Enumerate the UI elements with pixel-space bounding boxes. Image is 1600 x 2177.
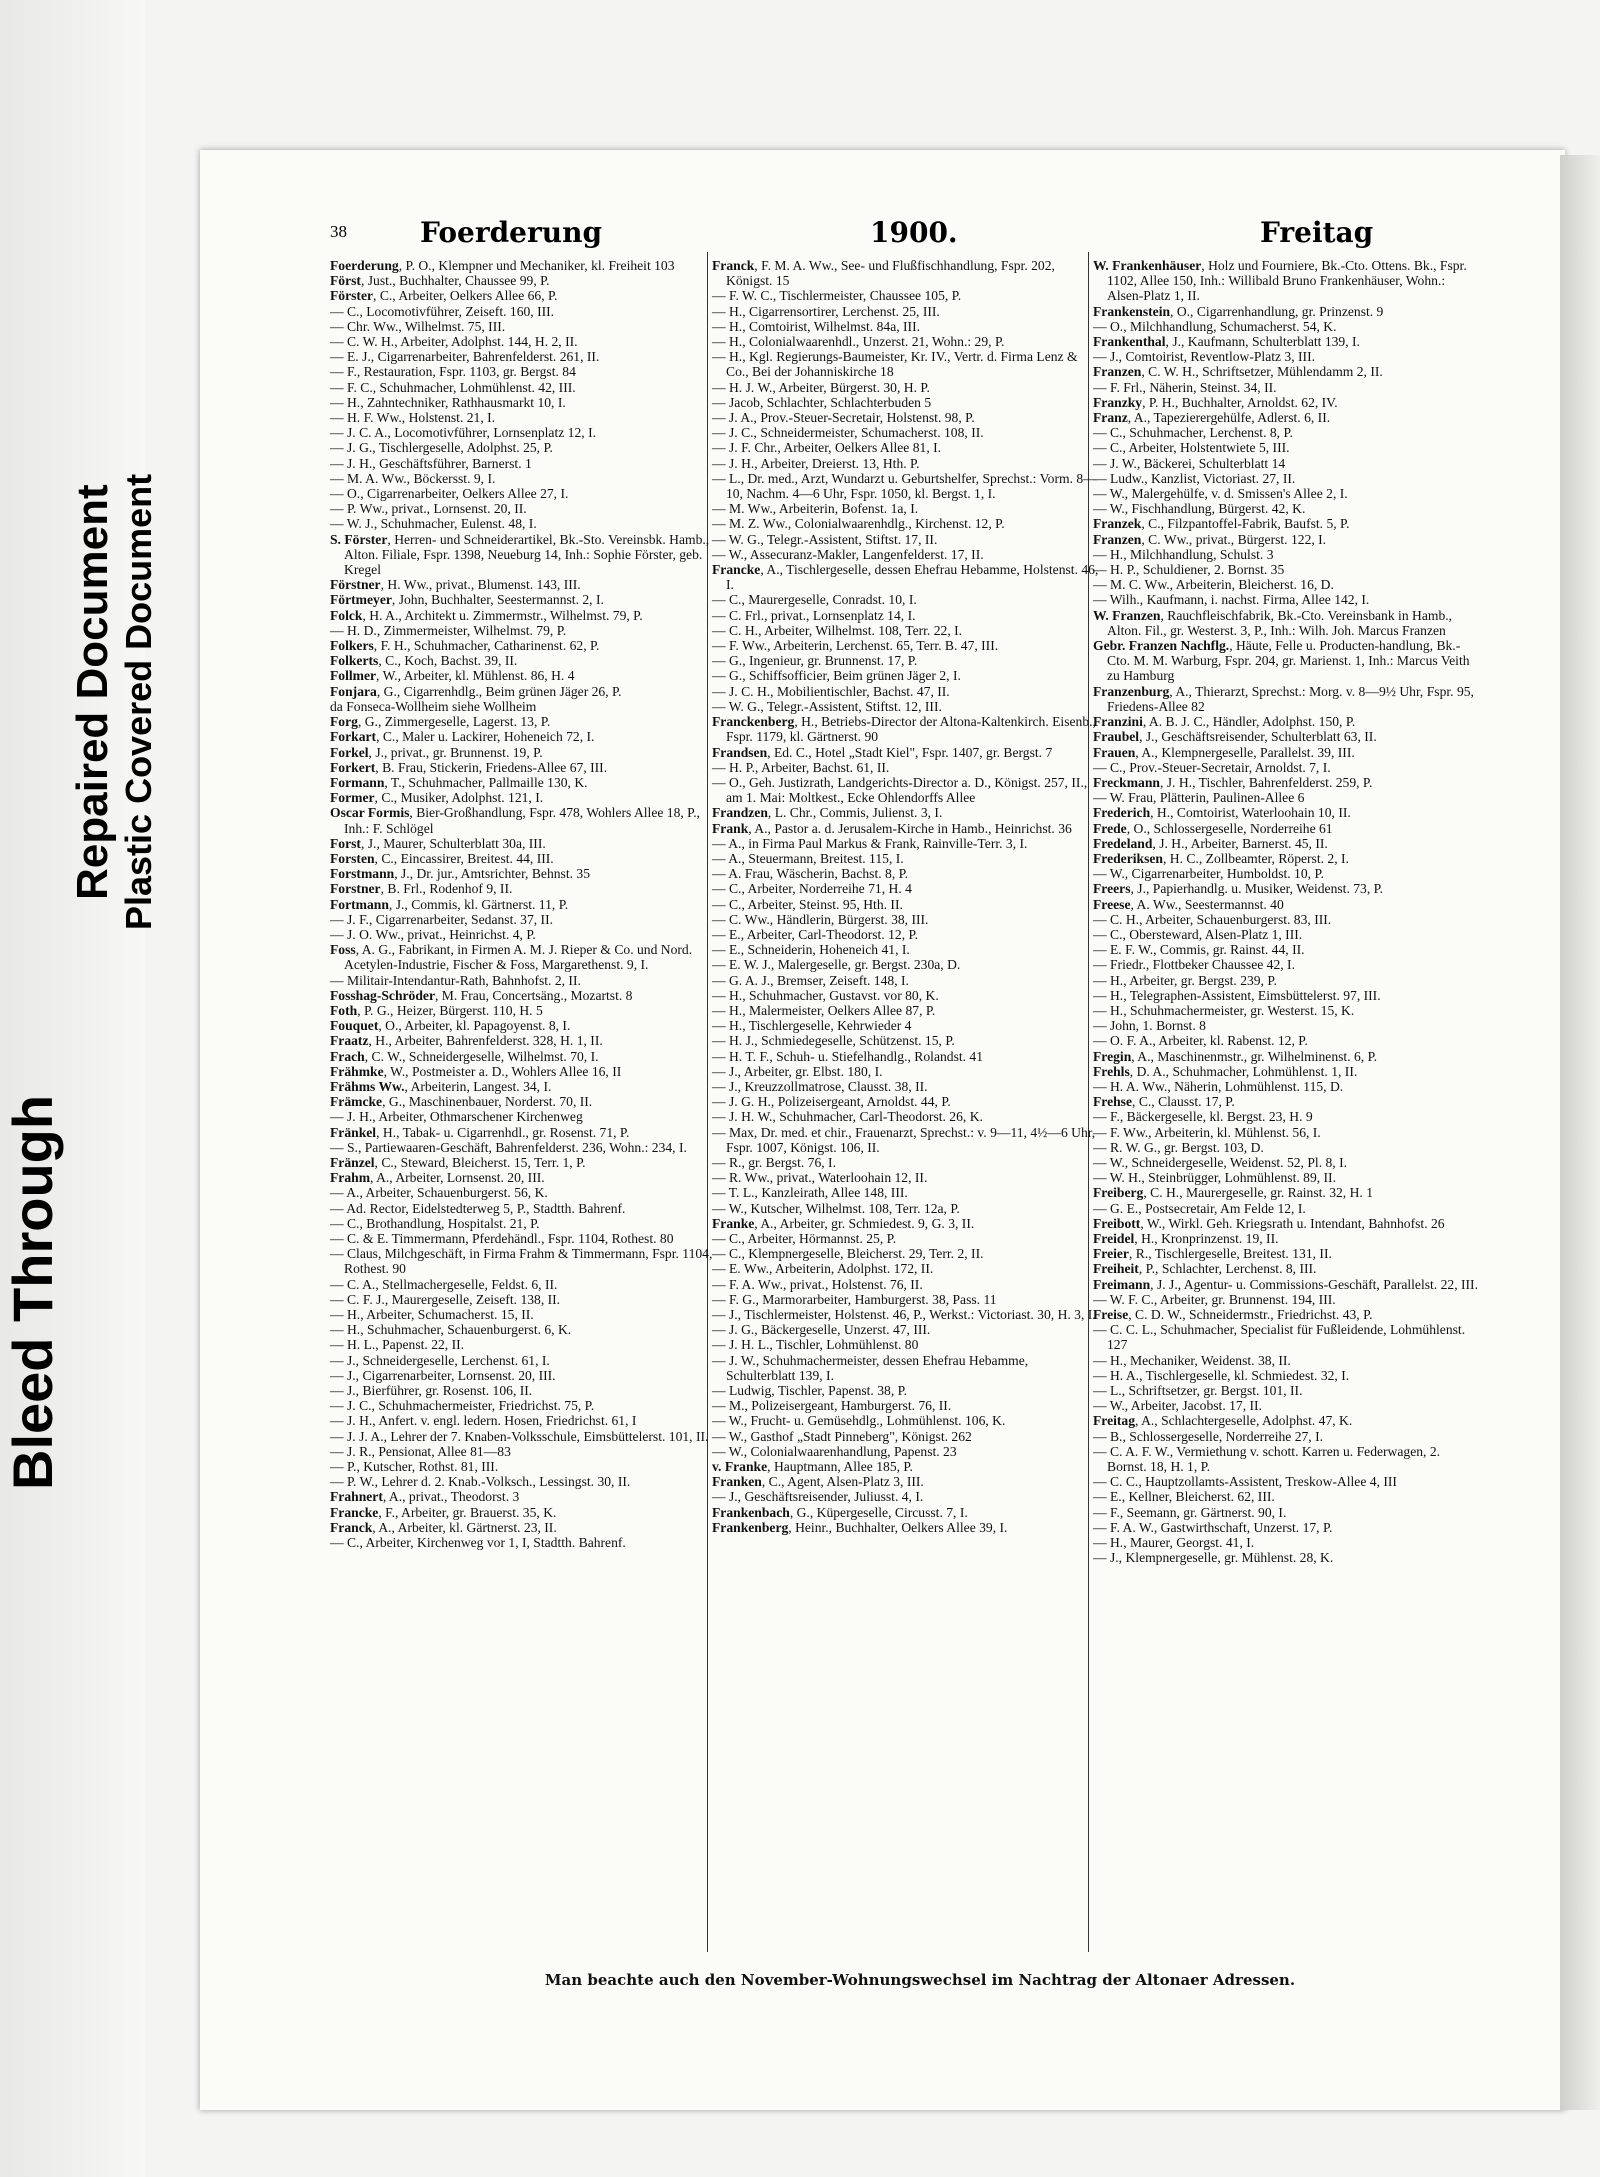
directory-entry: Forst, J., Maurer, Schulterblatt 30a, III. — [330, 835, 546, 851]
directory-entry: Frankenberg, Heinr., Buchhalter, Oelkers Allee 39, I. — [712, 1519, 1008, 1535]
footer-note: Man beachte auch den November-Wohnungswechsel im Nachtrag der Altonaer Adressen. — [544, 1971, 1296, 1989]
directory-entry: Frede, O., Schlossergeselle, Norderreihe 61 — [1093, 820, 1333, 836]
directory-entry: — C. A., Stellmachergeselle, Feldst. 6, II. — [330, 1276, 558, 1292]
label-bleed-through: Bleed Through — [1, 1094, 64, 1490]
directory-entry: Freckmann, J. H., Tischler, Bahrenfelderst. 259, P. — [1093, 774, 1373, 790]
page-header — [330, 216, 1374, 252]
directory-entry: — F., Restauration, Fspr. 1103, gr. Bergst. 84 — [330, 364, 576, 380]
directory-entry: — J. H. W., Schuhmacher, Carl-Theodorst. 26, K. — [712, 1109, 983, 1125]
directory-entry: Folkers, F. H., Schuhmacher, Catharinenst. 62, P. — [330, 638, 600, 654]
directory-entry: — W. G., Telegr.-Assistent, Stiftst. 12, III. — [712, 698, 942, 714]
directory-entry: — J., Geschäftsreisender, Juliusst. 4, I. — [712, 1489, 924, 1505]
directory-entry: — O., Milchhandlung, Schumacherst. 54, K. — [1093, 318, 1337, 334]
directory-entry: — H., Malermeister, Oelkers Allee 87, P. — [712, 1002, 936, 1018]
directory-entry: — C., Locomotivführer, Zeiseft. 160, III. — [330, 303, 555, 319]
directory-entry: Franzenburg, A., Thierarzt, Sprechst.: Morg. v. 8—9½ Uhr, Fspr. 95, Friedens-Allee 82 — [1093, 683, 1474, 714]
directory-entry: — H., Zahntechniker, Rathhausmarkt 10, I. — [330, 394, 566, 410]
directory-entry: Frankenbach, G., Küpergeselle, Circusst. 7, I. — [712, 1504, 968, 1520]
directory-entry: — W., Cigarrenarbeiter, Humboldst. 10, P. — [1093, 866, 1324, 882]
directory-entry: — R. Ww., privat., Waterloohain 12, II. — [712, 1170, 928, 1186]
directory-entry: W. Franzen, Rauchfleischfabrik, Bk.-Cto. Vereinsbank in Hamb., Alton. Fil., gr. Westerst. 3, P., Inh.: Wilh. Joh. Marcus Franzen — [1093, 607, 1453, 638]
directory-entry: Fraubel, J., Geschäftsreisender, Schulterblatt 63, II. — [1093, 729, 1377, 745]
directory-entry: — M. C. Ww., Arbeiterin, Bleicherst. 16, D. — [1093, 577, 1334, 593]
directory-entry: — P. Ww., privat., Lornsenst. 20, II. — [330, 501, 527, 517]
directory-entry: Freiheit, P., Schlachter, Lerchenst. 8, III. — [1093, 1261, 1317, 1277]
directory-entry: — J. H. L., Tischler, Lohmühlenst. 80 — [712, 1337, 919, 1353]
directory-entry: — G., Schiffsofficier, Beim grünen Jäger 2, I. — [712, 668, 961, 684]
directory-entry: — A., Steuermann, Breitest. 115, I. — [712, 850, 904, 866]
directory-entry: — Ludwig, Tischler, Papenst. 38, P. — [712, 1383, 908, 1399]
directory-entry: — W., Malergehülfe, v. d. Smissen's Allee 2, I. — [1093, 486, 1348, 502]
directory-entry: — G. A. J., Bremser, Zeiseft. 148, I. — [712, 972, 909, 988]
directory-entry: — C., Schuhmacher, Lerchenst. 8, P. — [1093, 425, 1293, 441]
directory-entry: — G., Ingenieur, gr. Brunnenst. 17, P. — [712, 653, 918, 669]
directory-entry: — C., Obersteward, Alsen-Platz 1, III. — [1093, 926, 1303, 942]
directory-entry: — C., Arbeiter, Steinst. 95, Hth. II. — [712, 896, 903, 912]
directory-entry: — H. A., Tischlergeselle, kl. Schmiedest. 32, I. — [1093, 1367, 1350, 1383]
directory-entry: — H., Maurer, Georgst. 41, I. — [1093, 1535, 1255, 1551]
directory-entry: Fredeland, J. H., Arbeiter, Barnerst. 45, II. — [1093, 835, 1328, 851]
directory-entry: — A. Frau, Wäscherin, Bachst. 8, P. — [712, 866, 909, 882]
directory-entry: — F. C., Schuhmacher, Lohmühlenst. 42, III. — [330, 379, 576, 395]
directory-entry: Freier, R., Tischlergeselle, Breitest. 131, II. — [1093, 1246, 1332, 1262]
directory-entry: — Ludw., Kanzlist, Victoriast. 27, II. — [1093, 470, 1296, 486]
directory-entry: — H., Schuhmacher, Schauenburgerst. 6, K. — [330, 1322, 572, 1338]
directory-entry: Fregin, A., Maschinenmstr., gr. Wilhelminenst. 6, P. — [1093, 1048, 1378, 1064]
directory-entry: — C. F. J., Maurergeselle, Zeiseft. 138, II. — [330, 1291, 561, 1307]
directory-entry: — J., Bierführer, gr. Rosenst. 106, II. — [330, 1383, 533, 1399]
directory-entry: Freese, A. Ww., Seestermannst. 40 — [1093, 896, 1284, 912]
directory-entry: — Friedr., Flottbeker Chaussee 42, I. — [1093, 957, 1295, 973]
directory-entry: — H. P., Schuldiener, 2. Bornst. 35 — [1093, 562, 1285, 578]
directory-entry: — J., Comtoirist, Reventlow-Platz 3, III. — [1093, 349, 1316, 365]
directory-entry: — C., Prov.-Steuer-Secretair, Arnoldst. 7, I. — [1093, 759, 1331, 775]
directory-entry: — C. A. F. W., Vermiethung v. schott. Karren u. Federwagen, 2. Bornst. 18, H. 1, P. — [1093, 1443, 1441, 1475]
directory-entry: — C. H., Arbeiter, Wilhelmst. 108, Terr. 22, I. — [712, 622, 963, 638]
directory-entry: Gebr. Franzen Nachflg., Häute, Felle u. Producten-handlung, Bk.-Cto. M. M. Warburg, Fspr. 204, gr. Marienst. 1, Inh.: Marcus Veith zu Hamburg — [1093, 638, 1470, 684]
directory-entry: — J. W., Schuhmachermeister, dessen Ehefrau Hebamme, Schulterblatt 139, I. — [712, 1352, 1029, 1383]
directory-entry: Former, C., Musiker, Adolphst. 121, I. — [330, 790, 544, 806]
directory-entry: — H., Tischlergeselle, Kehrwieder 4 — [712, 1018, 912, 1034]
directory-entry: — H. J. W., Arbeiter, Bürgerst. 30, H. P. — [712, 379, 930, 395]
label-plastic-covered-document: Plastic Covered Document — [118, 473, 159, 930]
directory-entry: — H., Schuhmacher, Gustavst. vor 80, K. — [712, 987, 939, 1003]
directory-entry: — H., Telegraphen-Assistent, Eimsbüttelerst. 97, III. — [1093, 987, 1381, 1003]
directory-entry: — J. G. H., Polizeisergeant, Arnoldst. 44, P. — [712, 1094, 951, 1110]
directory-entry: — O. F. A., Arbeiter, kl. Rabenst. 12, P. — [1093, 1033, 1308, 1049]
directory-entry: — T. L., Kanzleirath, Allee 148, III. — [712, 1185, 908, 1201]
directory-entry: Fortmann, J., Commis, kl. Gärtnerst. 11, P. — [330, 896, 569, 912]
directory-entry: — L., Dr. med., Arzt, Wundarzt u. Geburtshelfer, Sprechst.: Vorm. 8—10, Nachm. 4—6 Uhr, Fspr. 1050, kl. Bergst. 1, I. — [712, 470, 1097, 502]
page-year: 1900. — [870, 216, 958, 249]
directory-entry: — W., Frucht- u. Gemüsehdlg., Lohmühlenst. 106, K. — [712, 1413, 1006, 1429]
directory-entry: Forsten, C., Eincassirer, Breitest. 44, III. — [330, 850, 554, 866]
directory-entry: — H., Arbeiter, Schumacherst. 15, II. — [330, 1307, 534, 1323]
directory-entry: Frähmke, W., Postmeister a. D., Wohlers Allee 16, II — [330, 1063, 622, 1079]
directory-entry: — C. Ww., Händlerin, Bürgerst. 38, III. — [712, 911, 929, 927]
page-edge — [1560, 155, 1600, 2110]
directory-entry: Franzen, C. Ww., privat., Bürgerst. 122, I. — [1093, 531, 1327, 547]
directory-entry: — E. W. J., Malergeselle, gr. Bergst. 230a, D. — [712, 957, 961, 973]
directory-entry: Franzky, P. H., Buchhalter, Arnoldst. 62, IV. — [1093, 394, 1338, 410]
directory-entry: — E. Ww., Arbeiterin, Adolphst. 172, II. — [712, 1261, 934, 1277]
directory-entry: — J. H., Anfert. v. engl. ledern. Hosen, Friedrichst. 61, I — [330, 1413, 637, 1429]
directory-entry: Freiberg, C. H., Maurergeselle, gr. Rainst. 32, H. 1 — [1093, 1185, 1374, 1201]
directory-entry: — H., Kgl. Regierungs-Baumeister, Kr. IV., Vertr. d. Firma Lenz & Co., Bei der Johanniskirche 18 — [712, 349, 1078, 380]
label-repaired-document: Repaired Document — [68, 484, 117, 900]
directory-entry: — W. Frau, Plätterin, Paulinen-Allee 6 — [1093, 790, 1305, 806]
directory-entry: — E. F. W., Commis, gr. Rainst. 44, II. — [1093, 942, 1305, 958]
directory-entry: — Ad. Rector, Eidelstedterweg 5, P., Stadtth. Bahrenf. — [330, 1200, 626, 1216]
directory-entry: — H. F. Ww., Holstenst. 21, I. — [330, 410, 496, 426]
directory-entry: — Wilh., Kaufmann, i. nachst. Firma, Allee 142, I. — [1093, 592, 1370, 608]
directory-entry: da Fonseca-Wollheim siehe Wollheim — [330, 698, 537, 714]
directory-entry: Oscar Formis, Bier-Großhandlung, Fspr. 478, Wohlers Allee 18, P., Inh.: F. Schlögel — [330, 805, 701, 836]
directory-entry: — H. D., Zimmermeister, Wilhelmst. 79, P. — [330, 622, 567, 638]
directory-entry: Freimann, J. J., Agentur- u. Commissions-Geschäft, Parallelst. 22, III. — [1093, 1276, 1478, 1292]
directory-entry: Freise, C. D. W., Schneidermstr., Friedrichst. 43, P. — [1093, 1307, 1373, 1323]
directory-entry: Först, Just., Buchhalter, Chaussee 99, P. — [330, 273, 550, 289]
directory-entry: — H. P., Arbeiter, Bachst. 61, II. — [712, 759, 890, 775]
directory-entry: — J. F. Chr., Arbeiter, Oelkers Allee 81, I. — [712, 440, 942, 456]
directory-entry: — E., Kellner, Bleicherst. 62, III. — [1093, 1489, 1275, 1505]
directory-entry: — H., Comtoirist, Wilhelmst. 84a, III. — [712, 318, 921, 334]
directory-entry: — H. L., Papenst. 22, II. — [330, 1337, 465, 1353]
directory-entry: Frederiksen, H. C., Zollbeamter, Röperst. 2, I. — [1093, 850, 1349, 866]
directory-entry: Franken, C., Agent, Alsen-Platz 3, III. — [712, 1474, 924, 1490]
directory-entry: Forkel, J., privat., gr. Brunnenst. 19, P. — [330, 744, 543, 760]
directory-entry: Fosshag-Schröder, M. Frau, Concertsäng., Mozartst. 8 — [330, 987, 633, 1003]
directory-entry: — H., Mechaniker, Weidenst. 38, II. — [1093, 1352, 1291, 1368]
directory-entry: Fränzel, C., Steward, Bleicherst. 15, Terr. 1, P. — [330, 1154, 586, 1170]
directory-entry: — G. E., Postsecretair, Am Felde 12, I. — [1093, 1200, 1306, 1216]
directory-entry: — H., Milchhandlung, Schulst. 3 — [1093, 546, 1274, 562]
directory-entry: Franzen, C. W. H., Schriftsetzer, Mühlendamm 2, II. — [1093, 364, 1383, 380]
directory-entry: — M. A. Ww., Böckersst. 9, I. — [330, 470, 496, 486]
directory-entry: Fouquet, O., Arbeiter, kl. Papagoyenst. 8, I. — [330, 1018, 571, 1034]
directory-entry: Foss, A. G., Fabrikant, in Firmen A. M. J. Rieper & Co. und Nord. Acetylen-Industrie, Fischer & Foss, Margarethenst. 9, I. — [330, 942, 693, 973]
directory-entry: — J. C. A., Locomotivführer, Lornsenplatz 12, I. — [330, 425, 596, 441]
directory-entry: — W., Colonialwaarenhandlung, Papenst. 23 — [712, 1443, 957, 1459]
directory-entry: Franz, A., Tapezierergehülfe, Adlerst. 6, II. — [1093, 410, 1331, 426]
directory-entry: — F. Ww., Arbeiterin, Lerchenst. 65, Terr. B. 47, III. — [712, 638, 999, 654]
directory-entry: Fränkel, H., Tabak- u. Cigarrenhdl., gr. Rosenst. 71, P. — [330, 1124, 630, 1140]
directory-entry: Franke, A., Arbeiter, gr. Schmiedest. 9, G. 3, II. — [712, 1215, 975, 1231]
directory-entry: — J., Cigarrenarbeiter, Lornsenst. 20, III. — [330, 1367, 556, 1383]
directory-entry: — C. H., Arbeiter, Schauenburgerst. 83, III. — [1093, 911, 1332, 927]
directory-entry: Franck, F. M. A. Ww., See- und Flußfischhandlung, Fspr. 202, Königst. 15 — [712, 258, 1055, 289]
directory-entry: Fraatz, H., Arbeiter, Bahrenfelderst. 328, H. 1, II. — [330, 1033, 603, 1049]
directory-entry: — C. W. H., Arbeiter, Adolphst. 144, H. 2, II. — [330, 334, 578, 350]
directory-entry: Franzek, C., Filzpantoffel-Fabrik, Baufst. 5, P. — [1093, 516, 1350, 532]
directory-entry: Frahm, A., Arbeiter, Lornsenst. 20, III. — [330, 1170, 545, 1186]
directory-entry: — A., in Firma Paul Markus & Frank, Rainville-Terr. 3, I. — [712, 835, 1028, 851]
directory-entry: — H. J., Schmiedegeselle, Schützenst. 15, P. — [712, 1033, 955, 1049]
directory-entry: — J. H., Arbeiter, Othmarschener Kirchenweg — [330, 1109, 583, 1125]
directory-entry: — E., Arbeiter, Carl-Theodorst. 12, P. — [712, 926, 918, 942]
directory-entry: — F. A. Ww., privat., Holstenst. 76, II. — [712, 1276, 923, 1292]
directory-entry: — J., Arbeiter, gr. Elbst. 180, I. — [712, 1063, 883, 1079]
directory-entry: — J. C., Schuhmachermeister, Friedrichst. 75, P. — [330, 1398, 595, 1414]
directory-entry: Frähms Ww., Arbeiterin, Langest. 34, I. — [330, 1078, 552, 1094]
directory-entry: Frank, A., Pastor a. d. Jerusalem-Kirche in Hamb., Heinrichst. 36 — [712, 820, 1072, 836]
directory-entry: — W., Fischhandlung, Bürgerst. 42, K. — [1093, 501, 1306, 517]
directory-entry: — Chr. Ww., Wilhelmst. 75, III. — [330, 318, 506, 334]
directory-entry: — Militair-Intendantur-Rath, Bahnhofst. 2, II. — [330, 972, 581, 988]
directory-entry: — J. F., Cigarrenarbeiter, Sedanst. 37, II. — [330, 911, 553, 927]
page-number: 38 — [330, 222, 347, 241]
directory-entry: — R. W. G., gr. Bergst. 103, D. — [1093, 1139, 1264, 1155]
directory-entry: — J. R., Pensionat, Allee 81—83 — [330, 1443, 511, 1459]
directory-entry: — J., Kreuzzollmatrose, Clausst. 38, II. — [712, 1078, 928, 1094]
directory-entry: — H., Colonialwaarenhdl., Unzerst. 21, Wohn.: 29, P. — [712, 334, 1005, 350]
directory-entry: — E., Schneiderin, Hoheneich 41, I. — [712, 942, 910, 958]
directory-entry: Freers, J., Papierhandlg. u. Musiker, Weidenst. 73, P. — [1093, 881, 1384, 897]
directory-entry: — M., Polizeisergeant, Hamburgerst. 76, II. — [712, 1398, 952, 1414]
directory-entry: Förtmeyer, John, Buchhalter, Seestermannst. 2, I. — [330, 592, 604, 608]
directory-entry: — A., Arbeiter, Schauenburgerst. 56, K. — [330, 1185, 548, 1201]
directory-entry: — Max, Dr. med. et chir., Frauenarzt, Sprechst.: v. 9—11, 4½—6 Uhr, Fspr. 1007, Königst. 106, II. — [712, 1124, 1096, 1155]
directory-entry: — C. C. L., Schuhmacher, Specialist für Fußleidende, Lohmühlenst. 127 — [1093, 1322, 1466, 1353]
directory-entry: — W. H., Steinbrügger, Lohmühlenst. 89, II. — [1093, 1170, 1336, 1186]
directory-entry: Främcke, G., Maschinenbauer, Norderst. 70, II. — [330, 1094, 593, 1110]
directory-entry: Freitag, A., Schlachtergeselle, Adolphst. 47, K. — [1093, 1413, 1353, 1429]
directory-entry: Forkert, B. Frau, Stickerin, Friedens-Allee 67, III. — [330, 759, 608, 775]
directory-entry: — J. C. H., Mobilientischler, Bachst. 47, II. — [712, 683, 950, 699]
directory-entry: — W. F. C., Arbeiter, gr. Brunnenst. 194, III. — [1093, 1291, 1336, 1307]
page-title: Foerderung — [420, 216, 603, 249]
directory-entry: — J. G., Tischlergeselle, Adolphst. 25, P. — [330, 440, 553, 456]
directory-entry: Frankenthal, J., Kaufmann, Schulterblatt 139, I. — [1093, 334, 1360, 350]
directory-entry: Forstner, B. Frl., Rodenhof 9, II. — [330, 881, 513, 897]
directory-entry: Forkart, C., Maler u. Lackirer, Hoheneich 72, I. — [330, 729, 595, 745]
directory-entry: — F. G., Marmorarbeiter, Hamburgerst. 38, Pass. 11 — [712, 1291, 997, 1307]
directory-entry: v. Franke, Hauptmann, Allee 185, P. — [712, 1459, 913, 1475]
directory-entry: — J. O. Ww., privat., Heinrichst. 4, P. — [330, 926, 536, 942]
directory-entry: — H. T. F., Schuh- u. Stiefelhandlg., Rolandst. 41 — [712, 1048, 984, 1064]
directory-entry: Frehls, D. A., Schuhmacher, Lohmühlenst. 1, II. — [1093, 1063, 1358, 1079]
directory-entry: Foerderung, P. O., Klempner und Mechaniker, kl. Freiheit 103 — [330, 258, 675, 273]
directory-entry: Frandsen, Ed. C., Hotel „Stadt Kiel", Fspr. 1407, gr. Bergst. 7 — [712, 744, 1053, 760]
directory-entry: — C. C., Hauptzollamts-Assistent, Treskow-Allee 4, III — [1093, 1474, 1397, 1490]
directory-entry: Folkerts, C., Koch, Bachst. 39, II. — [330, 653, 518, 669]
directory-entry: — P., Kutscher, Rothst. 81, III. — [330, 1459, 499, 1475]
directory-entry: — E. J., Cigarrenarbeiter, Bahrenfelderst. 261, II. — [330, 349, 600, 365]
directory-entry: Foth, P. G., Heizer, Bürgerst. 110, H. 5 — [330, 1002, 543, 1018]
directory-entry: — J. A., Prov.-Steuer-Secretair, Holstenst. 98, P. — [712, 410, 975, 426]
directory-entry: — P. W., Lehrer d. 2. Knab.-Volksch., Lessingst. 30, II. — [330, 1474, 631, 1490]
directory-entry: Folck, H. A., Architekt u. Zimmermstr., Wilhelmst. 79, P. — [330, 607, 643, 623]
directory-entry: Fonjara, G., Cigarrenhdlg., Beim grünen Jäger 26, P. — [330, 683, 622, 699]
directory-entry: — B., Schlossergeselle, Norderreihe 27, I. — [1093, 1428, 1324, 1444]
directory-entry: Frahnert, A., privat., Theodorst. 3 — [330, 1489, 520, 1505]
directory-entry: — C., Brothandlung, Hospitalst. 21, P. — [330, 1215, 540, 1231]
directory-entry: — J., Tischlermeister, Holstenst. 46, P., Werkst.: Victoriast. 30, H. 3, I. — [712, 1307, 1096, 1323]
directory-entry: Freibott, W., Wirkl. Geh. Kriegsrath u. Intendant, Bahnhofst. 26 — [1093, 1215, 1445, 1231]
directory-entry: — H., Cigarrensortirer, Lerchenst. 25, III. — [712, 303, 940, 319]
directory-entry: Frederich, H., Comtoirist, Waterloohain 10, II. — [1093, 805, 1351, 821]
directory-entry: — F., Bäckergeselle, kl. Bergst. 23, H. 9 — [1093, 1109, 1313, 1125]
directory-entry: — L., Schriftsetzer, gr. Bergst. 101, II. — [1093, 1383, 1303, 1399]
directory-entry: — M. Ww., Arbeiterin, Bofenst. 1a, I. — [712, 501, 919, 517]
directory-entry: — Jacob, Schlachter, Schlachterbuden 5 — [712, 394, 932, 410]
directory-entry: Franckenberg, H., Betriebs-Director der Altona-Kaltenkirch. Eisenb., Fspr. 1179, kl. Gärtnerst. 90 — [712, 714, 1096, 745]
directory-entry: — J. C., Schneidermeister, Schumacherst. 108, II. — [712, 425, 984, 441]
directory-entry: Follmer, W., Arbeiter, kl. Mühlenst. 86, H. 4 — [330, 668, 575, 684]
directory-entry: — J. J. A., Lehrer der 7. Knaben-Volksschule, Eimsbüttelerst. 101, II. — [330, 1428, 709, 1444]
directory-entry: — C., Arbeiter, Hörmannst. 25, P. — [712, 1231, 897, 1246]
directory-entry: — J., Klempnergeselle, gr. Mühlenst. 28, K. — [1093, 1550, 1334, 1566]
directory-entry: — J. W., Bäckerei, Schulterblatt 14 — [1093, 455, 1286, 471]
directory-entry: — C., Arbeiter, Kirchenweg vor 1, I, Stadtth. Bahrenf. — [330, 1535, 626, 1551]
directory-entry: Forg, G., Zimmergeselle, Lagerst. 13, P. — [330, 714, 551, 730]
directory-entry: — J., Schneidergeselle, Lerchenst. 61, I. — [330, 1352, 550, 1368]
directory-entry: — J. G., Bäckergeselle, Unzerst. 47, III. — [712, 1322, 931, 1338]
directory-entry: — F. Frl., Näherin, Steinst. 34, II. — [1093, 379, 1277, 395]
directory-entry: — C. Frl., privat., Lornsenplatz 14, I. — [712, 607, 916, 623]
directory-entry: — J. H., Geschäftsführer, Barnerst. 1 — [330, 455, 532, 471]
directory-entry: W. Frankenhäuser, Holz und Fourniere, Bk.-Cto. Ottens. Bk., Fspr. 1102, Allee 150, Inh.: Willibald Bruno Frankenhäuser, Wohn.: Alsen-Platz 1, II. — [1093, 258, 1467, 304]
directory-entry: — R., gr. Bergst. 76, I. — [712, 1154, 836, 1170]
directory-entry: Frandzen, L. Chr., Commis, Julienst. 3, I. — [712, 805, 943, 821]
directory-entry: — W. G., Telegr.-Assistent, Stiftst. 17, II. — [712, 531, 938, 547]
directory-entry: Franzini, A. B. J. C., Händler, Adolphst. 150, P. — [1093, 714, 1356, 730]
directory-entry: — C., Klempnergeselle, Bleicherst. 29, Terr. 2, II. — [712, 1246, 984, 1262]
directory-entry: — F. A. W., Gastwirthschaft, Unzerst. 17, P. — [1093, 1519, 1333, 1535]
directory-entry: — H. A. Ww., Näherin, Lohmühlenst. 115, D. — [1093, 1078, 1344, 1094]
directory-entry: Franck, A., Arbeiter, kl. Gärtnerst. 23, II. — [330, 1519, 557, 1535]
directory-entry: — C., Arbeiter, Holstentwiete 5, III. — [1093, 440, 1290, 456]
directory-entry: — W., Gasthof „Stadt Pinneberg", Königst. 262 — [712, 1428, 972, 1444]
directory-entry: — C. & E. Timmermann, Pferdehändl., Fspr. 1104, Rothest. 80 — [330, 1231, 674, 1246]
directory-entry: — M. Z. Ww., Colonialwaarenhdlg., Kirchenst. 12, P. — [712, 516, 1005, 532]
directory-entry: Frach, C. W., Schneidergeselle, Wilhelmst. 70, I. — [330, 1048, 599, 1064]
directory-column-3 — [1093, 258, 1481, 1958]
directory-entry: — W., Kutscher, Wilhelmst. 108, Terr. 12a, P. — [712, 1200, 960, 1216]
directory-column-2 — [712, 258, 1100, 1958]
directory-entry: Formann, T., Schuhmacher, Pallmaille 130, K. — [330, 774, 588, 790]
directory-entry: Frehse, C., Clausst. 17, P. — [1093, 1094, 1235, 1110]
directory-entry: — J. H., Arbeiter, Dreierst. 13, Hth. P. — [712, 455, 920, 471]
directory-entry: Forstmann, J., Dr. jur., Amtsrichter, Behnst. 35 — [330, 866, 591, 882]
directory-column-1 — [330, 258, 718, 1958]
directory-entry: — John, 1. Bornst. 8 — [1093, 1018, 1206, 1034]
directory-entry: — F. Ww., Arbeiterin, kl. Mühlenst. 56, I. — [1093, 1124, 1321, 1140]
directory-entry: — O., Geh. Justizrath, Landgerichts-Director a. D., Königst. 257, II., am 1. Mai: Moltkest., Ecke Ohlendorffs Allee — [712, 774, 1088, 806]
directory-entry: Frauen, A., Klempnergeselle, Parallelst. 39, III. — [1093, 744, 1355, 760]
directory-entry: — H., Schuhmachermeister, gr. Westerst. 15, K. — [1093, 1002, 1355, 1018]
directory-entry: — Claus, Milchgeschäft, in Firma Frahm & Timmermann, Fspr. 1104, Rothest. 90 — [330, 1246, 713, 1277]
directory-entry: — S., Partiewaaren-Geschäft, Bahrenfelderst. 236, Wohn.: 234, I. — [330, 1139, 687, 1155]
directory-entry: Förster, C., Arbeiter, Oelkers Allee 66, P. — [330, 288, 558, 304]
page-day: Freitag — [1260, 216, 1374, 249]
directory-entry: Frankenstein, O., Cigarrenhandlung, gr. Prinzenst. 9 — [1093, 303, 1384, 319]
directory-entry: — F., Seemann, gr. Gärtnerst. 90, I. — [1093, 1504, 1287, 1520]
directory-entry: Förstner, H. Ww., privat., Blumenst. 143, III. — [330, 577, 581, 593]
directory-entry: — C., Maurergeselle, Conradst. 10, I. — [712, 592, 917, 608]
directory-entry: Francke, F., Arbeiter, gr. Brauerst. 35, K. — [330, 1504, 557, 1520]
directory-entry: Francke, A., Tischlergeselle, dessen Ehefrau Hebamme, Holstenst. 46, I. — [712, 562, 1099, 593]
directory-entry: — W., Schneidergeselle, Weidenst. 52, Pl. 8, I. — [1093, 1154, 1348, 1170]
directory-entry: Freidel, H., Kronprinzenst. 19, II. — [1093, 1231, 1279, 1246]
directory-entry: — W., Arbeiter, Jacobst. 17, II. — [1093, 1398, 1262, 1414]
directory-entry: — H., Arbeiter, gr. Bergst. 239, P. — [1093, 972, 1277, 988]
directory-entry: — F. W. C., Tischlermeister, Chaussee 105, P. — [712, 288, 962, 304]
directory-entry: — C., Arbeiter, Norderreihe 71, H. 4 — [712, 881, 912, 897]
directory-entry: — O., Cigarrenarbeiter, Oelkers Allee 27, I. — [330, 486, 569, 502]
directory-entry: — W., Assecuranz-Makler, Langenfelderst. 17, II. — [712, 546, 984, 562]
directory-entry: — W. J., Schuhmacher, Eulenst. 48, I. — [330, 516, 537, 532]
directory-entry: S. Förster, Herren- und Schneiderartikel, Bk.-Sto. Vereinsbk. Hamb., Alton. Filiale, Fspr. 1398, Neueburg 14, Inh.: Sophie Förster, geb. Kregel — [330, 531, 710, 578]
